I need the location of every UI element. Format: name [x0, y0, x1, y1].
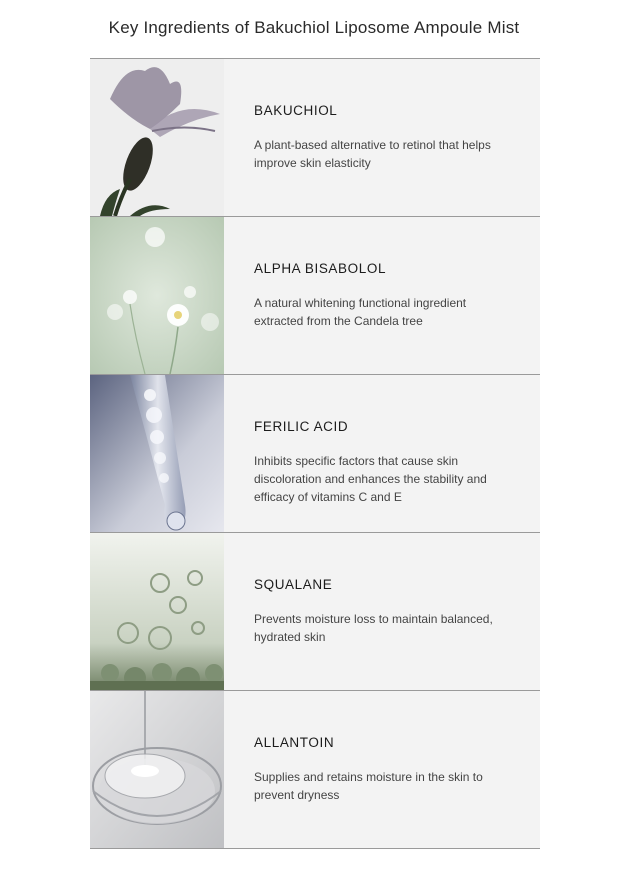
ingredient-row-squalane: [90, 533, 540, 691]
page-title: Key Ingredients of Bakuchiol Liposome Ampoule Mist: [108, 18, 520, 37]
ingredient-description: A plant-based alternative to retinol that helps improve skin elasticity: [254, 138, 491, 170]
ingredient-content: [224, 533, 540, 690]
ingredient-name: SQUALANE: [254, 577, 333, 592]
ingredient-name: BAKUCHIOL: [254, 103, 338, 118]
petri-dish-image: [90, 691, 224, 848]
ingredient-description: Inhibits specific factors that cause skin discoloration and enhances the stability and efficacy of vitamins C and E: [254, 454, 487, 504]
ingredient-content: [224, 59, 540, 216]
ingredient-row-alpha-bisabolol: [90, 217, 540, 375]
ingredient-name: FERILIC ACID: [254, 419, 349, 434]
ingredient-description: Supplies and retains moisture in the skin to prevent dryness: [254, 770, 483, 802]
ingredient-content: [224, 217, 540, 374]
ingredient-content: [224, 375, 540, 532]
ingredients-table: [90, 58, 540, 849]
oil-bubbles-image: [90, 533, 224, 690]
ingredient-name: ALPHA BISABOLOL: [254, 261, 387, 276]
ingredient-row-allantoin: [90, 691, 540, 849]
dropper-image: [90, 375, 224, 532]
ingredient-row-ferilic-acid: [90, 375, 540, 533]
ingredient-description: Prevents moisture loss to maintain balanced, hydrated skin: [254, 612, 493, 644]
bakuchiol-flower-image: [90, 59, 224, 216]
ingredient-row-bakuchiol: [90, 59, 540, 217]
ingredient-description: A natural whitening functional ingredient extracted from the Candela tree: [254, 296, 467, 328]
chamomile-flower-image: [90, 217, 224, 374]
ingredient-name: ALLANTOIN: [254, 735, 335, 750]
ingredient-content: [224, 691, 540, 848]
